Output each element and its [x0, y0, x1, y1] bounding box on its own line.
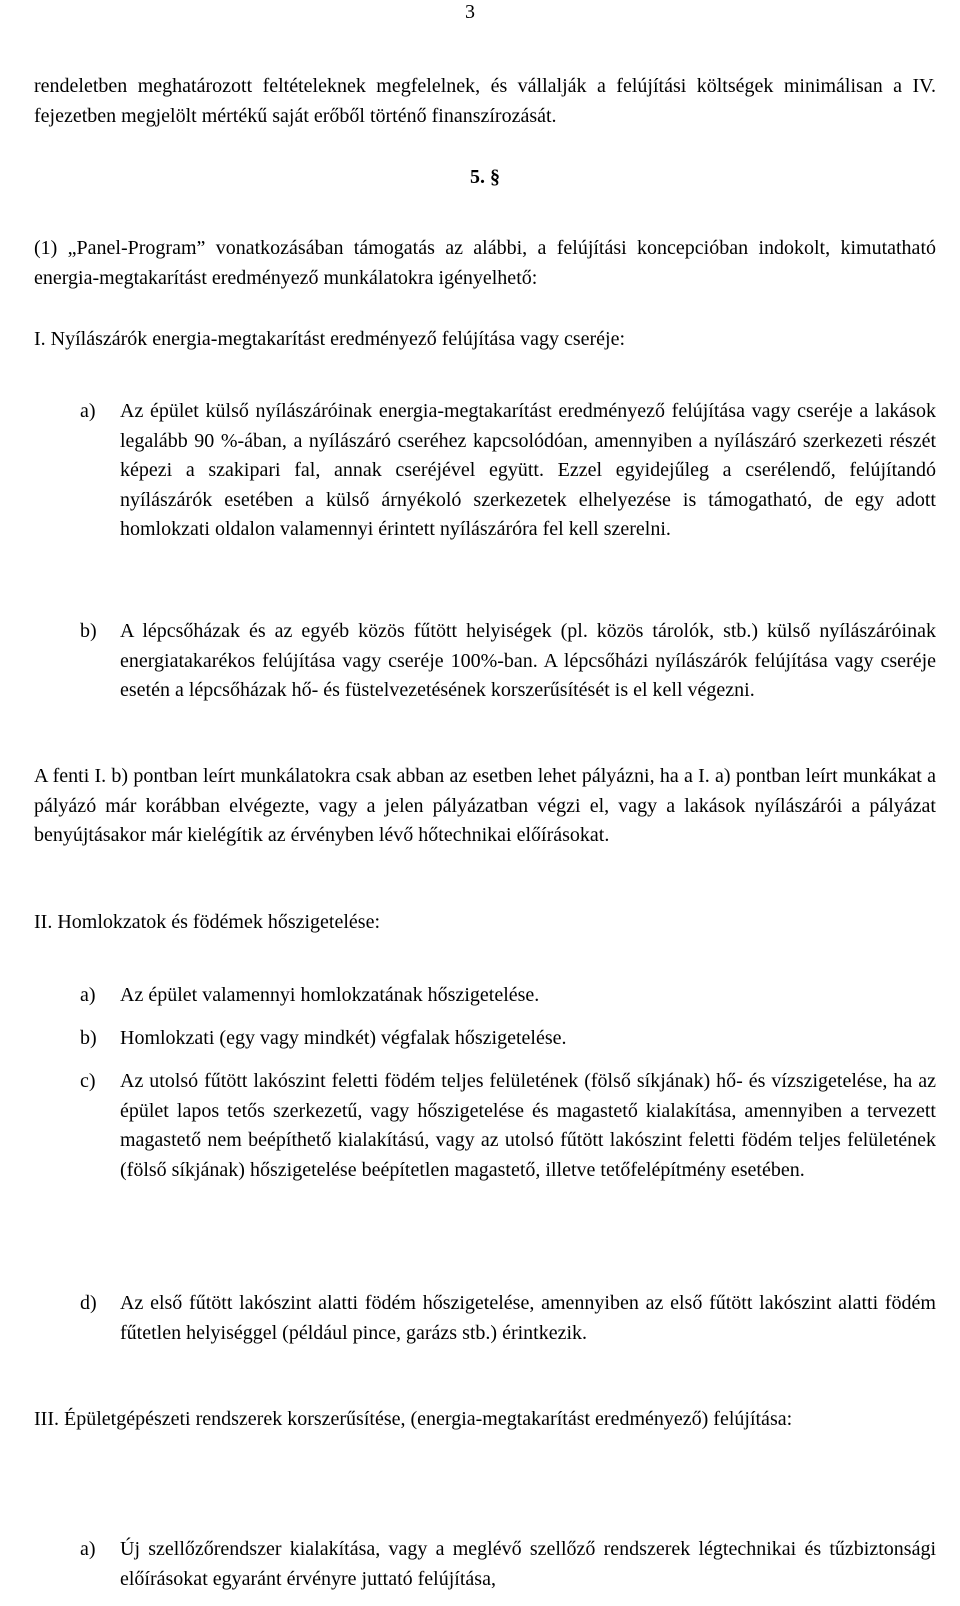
paragraph-1: (1) „Panel-Program” vonatkozásában támogatás az alábbi, a felújítási koncepcióban indokolt, kimutatható energia-megtakarítást eredményező munkálatokra igényelhető:: [34, 237, 936, 289]
list-item-text: A lépcsőházak és az egyéb közös fűtött helyiségek (pl. közös tárolók, stb.) külső nyílászáróinak energiatakarékos felújítása vagy cseréje 100%-ban. A lépcsőházi nyílászárók felújítása vagy cseréje esetén a lépcsőházak hő- és füstelvezetésének korszerűsítését is el kell végezni.: [120, 620, 936, 701]
list-item-II-b: [80, 1024, 936, 1054]
list-marker: a): [80, 984, 96, 1006]
section-heading: 5. §: [470, 166, 500, 188]
list-item-I-a: [80, 397, 936, 545]
list-item-I-b: [80, 617, 936, 706]
page-number: 3: [465, 1, 475, 23]
list-marker: a): [80, 1538, 96, 1560]
list-item-text: Az épület valamennyi homlokzatának hőszigetelése.: [120, 984, 540, 1006]
list-item-III-a: [80, 1535, 936, 1594]
list-marker: d): [80, 1292, 97, 1314]
list-item-text: Új szellőzőrendszer kialakítása, vagy a meglévő szellőző rendszerek légtechnikai és tűzbiztonsági előírásokat egyaránt érvényre juttató felújítása,: [120, 1538, 936, 1590]
intro-paragraph: rendeletben meghatározott feltételeknek megfelelnek, és vállalják a felújítási költségek minimálisan a IV. fejezetben megjelölt mértékű saját erőből történő finanszírozását.: [34, 75, 936, 127]
list-marker: b): [80, 1027, 97, 1049]
list-item-text: Az épület külső nyílászáróinak energia-megtakarítást eredményező felújítása vagy cseréje a lakások legalább 90 %-ában, a nyílászáró cseréhez kapcsolódóan, amennyiben a nyílászáró szerkezeti részét képezi a szakipari fal, annak cseréjével együtt. Ezzel egyidejűleg a cserélendő, felújítandó nyílászárók esetében a külső árnyékoló szerkezetek elhelyezése is támogatható, de egy adott homlokzati oldalon valamennyi érintett nyílászáróra fel kell szerelni.: [120, 400, 936, 540]
heading-III: III. Épületgépészeti rendszerek korszerűsítése, (energia-megtakarítást eredményező) felújítása:: [34, 1408, 793, 1430]
list-marker: b): [80, 620, 97, 642]
list-item-text: Az első fűtött lakószint alatti födém hőszigetelése, amennyiben az első fűtött lakószint alatti födém fűtetlen helyiséggel (például pince, garázs stb.) érintkezik.: [120, 1292, 936, 1344]
heading-I: I. Nyílászárók energia-megtakarítást eredményező felújítása vagy cseréje:: [34, 328, 626, 350]
list-marker: c): [80, 1070, 96, 1092]
list-item-text: Homlokzati (egy vagy mindkét) végfalak hőszigetelése.: [120, 1027, 567, 1049]
list-item-text: Az utolsó fűtött lakószint feletti födém teljes felületének (fölső síkjának) hő- és vízszigetelése, ha az épület lapos tetős szerkezetű, vagy hőszigetelése és magastető kialakítása, amennyiben a tervezett magastető nem beépíthető kialakítású, vagy az utolsó fűtött lakószint feletti födém teljes felületének (fölső síkjának) hőszigetelése beépítetlen magastető, illetve tetőfelépítmény esetében.: [120, 1070, 936, 1181]
list-item-II-a: [80, 981, 936, 1011]
list-marker: a): [80, 400, 96, 422]
list-item-II-d: [80, 1289, 936, 1348]
heading-II: II. Homlokzatok és födémek hőszigetelése:: [34, 911, 380, 933]
list-item-II-c: [80, 1067, 936, 1185]
note-paragraph: A fenti I. b) pontban leírt munkálatokra csak abban az esetben lehet pályázni, ha a I. a) pontban leírt munkákat a pályázó már korábban elvégezte, vagy a jelen pályázatban végzi el, vagy a lakások nyílászárói a pályázat benyújtásakor már kielégítik az érvényben lévő hőtechnikai előírásokat.: [34, 765, 936, 846]
